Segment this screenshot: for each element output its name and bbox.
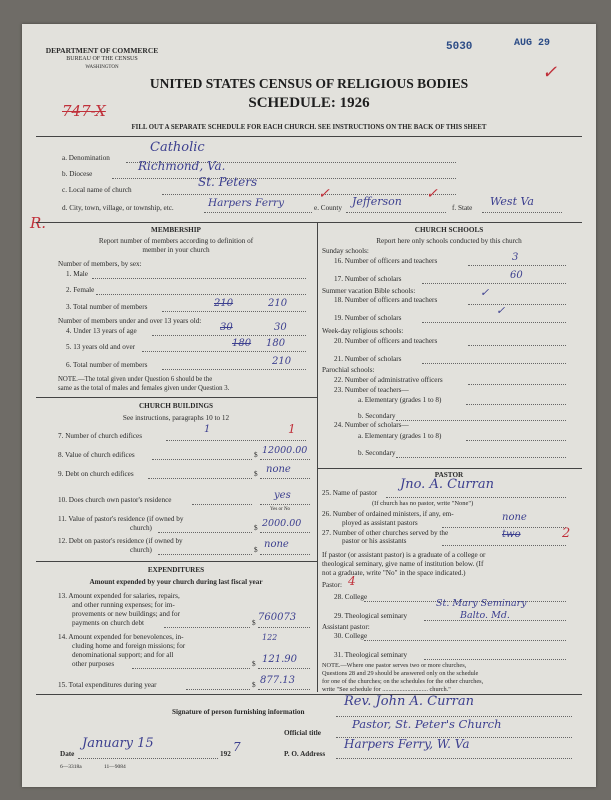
q22-label: 22. Number of administrative officers [334, 376, 443, 384]
buildings-sub: See instructions, paragraphs 10 to 12 [122, 414, 230, 422]
q25-line [386, 497, 566, 498]
q21-line [422, 363, 566, 364]
q31-line [424, 659, 566, 660]
parochial-schools-label: Parochial schools: [322, 366, 375, 374]
q21-label: 21. Number of scholars [334, 355, 402, 363]
official-title-value: Pastor, St. Peter's Church [352, 717, 502, 731]
q11-label-line1: 11. Value of pastor's residence (if owned by [58, 515, 184, 523]
county-label: e. County [314, 204, 342, 212]
county-line [346, 212, 446, 213]
q13-dollar: $ [252, 619, 256, 627]
form-number: 6—3318a [60, 764, 82, 770]
q3-line [162, 311, 306, 312]
q10-label: 10. Does church own pastor's residence [58, 496, 172, 504]
pastor-red-mark: 4 [348, 574, 356, 588]
po-address-label: P. O. Address [284, 750, 326, 758]
q26-label-line2: ployed as assistant pastors [342, 519, 418, 527]
q14-value-line [258, 668, 310, 669]
q15-label: 15. Total expenditures during year [58, 681, 157, 689]
city-town-line [204, 212, 312, 213]
q4-struck-value: 30 [220, 322, 233, 333]
q19-label: 19. Number of scholars [334, 314, 402, 322]
po-address-value: Harpers Ferry, W. Va [344, 737, 470, 751]
q11-dollar: $ [254, 524, 258, 532]
q28-label: 28. College [334, 593, 368, 601]
buildings-rule [36, 561, 317, 562]
diocese-line [112, 178, 456, 179]
q10-line [192, 504, 252, 505]
q29-value-line1: St. Mary Seminary [436, 598, 527, 609]
q6-value: 210 [272, 356, 292, 367]
yes-no-caption: Yes or No [270, 507, 291, 512]
pastor-sub-label: Pastor: [322, 581, 342, 589]
local-name-value: St. Peters [198, 175, 258, 189]
census-schedule-sheet [22, 24, 596, 787]
q6-label: 6. Total number of members [66, 361, 148, 369]
q8-dollar: $ [254, 451, 258, 459]
expenditures-sub: Amount expended by your church during last fiscal year [89, 578, 263, 586]
q13-value: 760073 [258, 612, 297, 623]
q11-value: 2000.00 [262, 518, 302, 529]
q29-label: 29. Theological seminary [334, 612, 408, 620]
city-label: WASHINGTON [85, 65, 119, 70]
signature-value: Rev. John A. Curran [344, 694, 474, 709]
q15-dollar: $ [252, 681, 256, 689]
q2-label: 2. Female [66, 286, 95, 294]
q5-struck-value: 180 [232, 338, 252, 349]
date-line [78, 758, 218, 759]
membership-note-1: NOTE.—The total given under Question 6 should be the [58, 376, 213, 383]
form-instruction: FILL OUT A SEPARATE SCHEDULE FOR EACH CHURCH. SEE INSTRUCTIONS ON THE BACK OF THIS SHEET [131, 124, 487, 131]
pastor-note-4: write "See schedule for ............................. church." [322, 686, 451, 693]
schools-rule [317, 468, 582, 469]
date-value: January 15 [82, 736, 154, 751]
q11-label-line2: church) [130, 524, 152, 532]
q14-label-line4: other purposes [72, 660, 115, 668]
q9-label: 9. Debt on church edifices [58, 470, 134, 478]
graduate-instruction-1: If pastor (or assistant pastor) is a graduate of a college or [322, 551, 486, 559]
q27-value: two [502, 529, 521, 540]
red-r-mark: R. [30, 214, 47, 232]
q13-label-line2: and other running expenses; for im- [72, 601, 175, 609]
q10-value: yes [274, 490, 291, 501]
q18-check-icon: ✓ [480, 286, 490, 299]
state-label: f. State [452, 204, 473, 212]
q5-label: 5. 13 years old and over [66, 343, 136, 351]
q22-line [468, 384, 566, 385]
local-name-line [162, 194, 456, 195]
q26-label-line1: 26. Number of ordained ministers, if any, em- [322, 510, 454, 518]
q14-label-line2: cluding home and foreign missions; for [72, 642, 186, 650]
q14-label-line3: denominational support; and for all [72, 651, 174, 659]
q2-line [96, 294, 306, 295]
weekday-schools-label: Week-day religious schools: [322, 327, 404, 335]
q23a-line [466, 404, 566, 405]
county-value: Jefferson [352, 195, 402, 208]
q6-line [162, 369, 306, 370]
graduate-instruction-2: theological seminary, give name of institution below. (If [322, 560, 484, 568]
q11-line [158, 532, 252, 533]
q12-value-line [260, 554, 310, 555]
form-subtitle: SCHEDULE: 1926 [248, 95, 370, 111]
official-title-label: Official title [284, 729, 321, 737]
city-town-label: d. City, town, village, or township, etc. [62, 204, 174, 212]
date-label: Date [60, 750, 75, 758]
bureau-label: BUREAU OF THE CENSUS [66, 56, 138, 62]
header-rule [36, 136, 582, 137]
q24b-line [396, 457, 566, 458]
summer-schools-label: Summer vacation Bible schools: [322, 287, 416, 295]
local-name-label: c. Local name of church [62, 186, 132, 194]
form-title: UNITED STATES CENSUS OF RELIGIOUS BODIES [149, 76, 469, 91]
q30-label: 30. College [334, 632, 368, 640]
q16-label: 16. Number of officers and teachers [334, 257, 438, 265]
q8-value: 12000.00 [262, 445, 308, 456]
dept-label: DEPARTMENT OF COMMERCE [45, 46, 159, 55]
members-by-sex-label: Number of members, by sex: [58, 260, 142, 268]
q17-value: 60 [510, 270, 523, 281]
q17-line [422, 283, 566, 284]
q29-value-line2: Balto. Md. [460, 610, 510, 621]
red-check-state-icon: ✓ [426, 186, 438, 202]
q13-label-line3: provements or new buildings; and for [72, 610, 180, 618]
q18-line [468, 304, 566, 305]
q12-value: none [264, 539, 289, 550]
q9-dollar: $ [254, 470, 258, 478]
q13-value-line [258, 627, 310, 628]
q13-label-line1: 13. Amount expended for salaries, repairs, [58, 592, 180, 600]
q16-line [468, 265, 566, 266]
q24a-label: a. Elementary (grades 1 to 8) [358, 432, 442, 440]
q3-label: 3. Total number of members [66, 303, 148, 311]
q9-value: none [266, 464, 291, 475]
q27-line [442, 545, 566, 546]
q27-label-line2: pastor or his assistants [342, 537, 407, 545]
q26-value: none [502, 512, 527, 523]
q5-line [142, 351, 306, 352]
column-divider [317, 222, 318, 692]
red-check-county-icon: ✓ [318, 186, 330, 202]
pastor-note-3: for one of the churches; on the schedules for the other churches, [322, 678, 484, 685]
state-line [482, 212, 562, 213]
pastor-note-1: NOTE.—Where one pastor serves two or more churches, [322, 662, 467, 669]
q17-label: 17. Number of scholars [334, 275, 402, 283]
q15-value: 877.13 [260, 675, 295, 686]
q3-value: 210 [268, 298, 288, 309]
membership-rule [36, 397, 317, 398]
q12-label-line1: 12. Debt on pastor's residence (if owned by [58, 537, 183, 545]
q13-line [164, 627, 250, 628]
expenditures-heading: EXPENDITURES [147, 566, 205, 574]
q20-label: 20. Number of officers and teachers [334, 337, 438, 345]
q27-label-line1: 27. Number of other churches served by the [322, 529, 449, 537]
q19-check-icon: ✓ [496, 304, 506, 317]
q3-struck-value: 210 [214, 298, 234, 309]
q23b-line [396, 420, 566, 421]
membership-heading: MEMBERSHIP [151, 226, 201, 234]
q15-value-line [258, 689, 310, 690]
membership-note-2: same as the total of males and females given under Question 3. [58, 385, 230, 392]
schedule-number-stamp: 5030 [446, 41, 473, 53]
q1-line [92, 278, 306, 279]
q18-label: 18. Number of officers and teachers [334, 296, 438, 304]
q7-red-mark: 1 [288, 422, 296, 436]
q20-line [468, 345, 566, 346]
q7-label: 7. Number of church edifices [58, 432, 143, 440]
denomination-label: a. Denomination [62, 154, 110, 162]
signature-label: Signature of person furnishing information [172, 708, 305, 716]
q14-note: 122 [262, 633, 278, 642]
q19-line [422, 322, 566, 323]
q1-label: 1. Male [66, 270, 88, 278]
q4-value: 30 [274, 322, 287, 333]
q14-line [132, 668, 250, 669]
q7-value: 1 [204, 424, 211, 435]
assistant-pastor-label: Assistant pastor: [322, 623, 370, 631]
q26-line [442, 527, 566, 528]
q25-value: Jno. A. Curran [400, 477, 494, 492]
po-address-line [336, 758, 572, 759]
q24a-line [466, 440, 566, 441]
schools-heading: CHURCH SCHOOLS [414, 226, 484, 234]
q12-dollar: $ [254, 546, 258, 554]
q16-value: 3 [512, 252, 519, 263]
q9-line [148, 478, 252, 479]
state-value: West Va [490, 195, 534, 208]
q15-line [186, 689, 250, 690]
q9-value-line [260, 478, 310, 479]
red-check-mark-icon: ✓ [542, 62, 558, 83]
schools-sub: Report here only schools conducted by this church [376, 237, 522, 245]
q8-line [152, 459, 252, 460]
q30-line [364, 640, 566, 641]
q4-label: 4. Under 13 years of age [66, 327, 137, 335]
q7-line [166, 440, 306, 441]
age-heading: Number of members under and over 13 years old: [58, 317, 202, 325]
q5-value: 180 [266, 338, 286, 349]
year-value: 7 [233, 740, 241, 754]
q25-label: 25. Name of pastor [322, 489, 378, 497]
q25-sub: (If church has no pastor, write "None") [372, 500, 474, 507]
q27-red-mark: 2 [562, 526, 571, 541]
pastor-heading: PASTOR [434, 471, 464, 479]
q14-value: 121.90 [262, 654, 297, 665]
denomination-value: Catholic [150, 140, 205, 155]
q14-dollar: $ [252, 660, 256, 668]
q23-label: 23. Number of teachers— [334, 386, 409, 394]
year-prefix: 192 [220, 750, 231, 758]
file-code-mark: 747-X [62, 102, 106, 120]
section-rule [36, 222, 582, 223]
q13-label-line4: payments on church debt [72, 619, 145, 627]
q24b-label: b. Secondary [358, 449, 396, 457]
form-number-2: 11—9084 [104, 764, 126, 770]
sunday-schools-label: Sunday schools: [322, 247, 369, 255]
membership-sub2: member in your church [142, 246, 210, 254]
pastor-note-2: Questions 28 and 29 should be answered only on the schedule [322, 670, 479, 677]
q8-label: 8. Value of church edifices [58, 451, 135, 459]
q8-value-line [260, 459, 310, 460]
q23a-label: a. Elementary (grades 1 to 8) [358, 396, 442, 404]
q12-label-line2: church) [130, 546, 152, 554]
q24-label: 24. Number of scholars— [334, 421, 409, 429]
city-town-value: Harpers Ferry [208, 197, 285, 209]
membership-sub1: Report number of members according to definition of [98, 237, 254, 245]
diocese-value: Richmond, Va. [138, 159, 226, 173]
diocese-label: b. Diocese [62, 170, 93, 178]
q31-label: 31. Theological seminary [334, 651, 408, 659]
q11-value-line [260, 532, 310, 533]
graduate-instruction-3: not a graduate, write "No" in the space indicated.) [322, 569, 466, 577]
q12-line [158, 554, 252, 555]
date-received-stamp: AUG 29 [514, 38, 551, 49]
q4-line [152, 335, 306, 336]
buildings-heading: CHURCH BUILDINGS [138, 402, 214, 410]
q14-label-line1: 14. Amount expended for benevolences, in- [58, 633, 184, 641]
footer-rule [36, 694, 582, 695]
q23b-label: b. Secondary [358, 412, 396, 420]
